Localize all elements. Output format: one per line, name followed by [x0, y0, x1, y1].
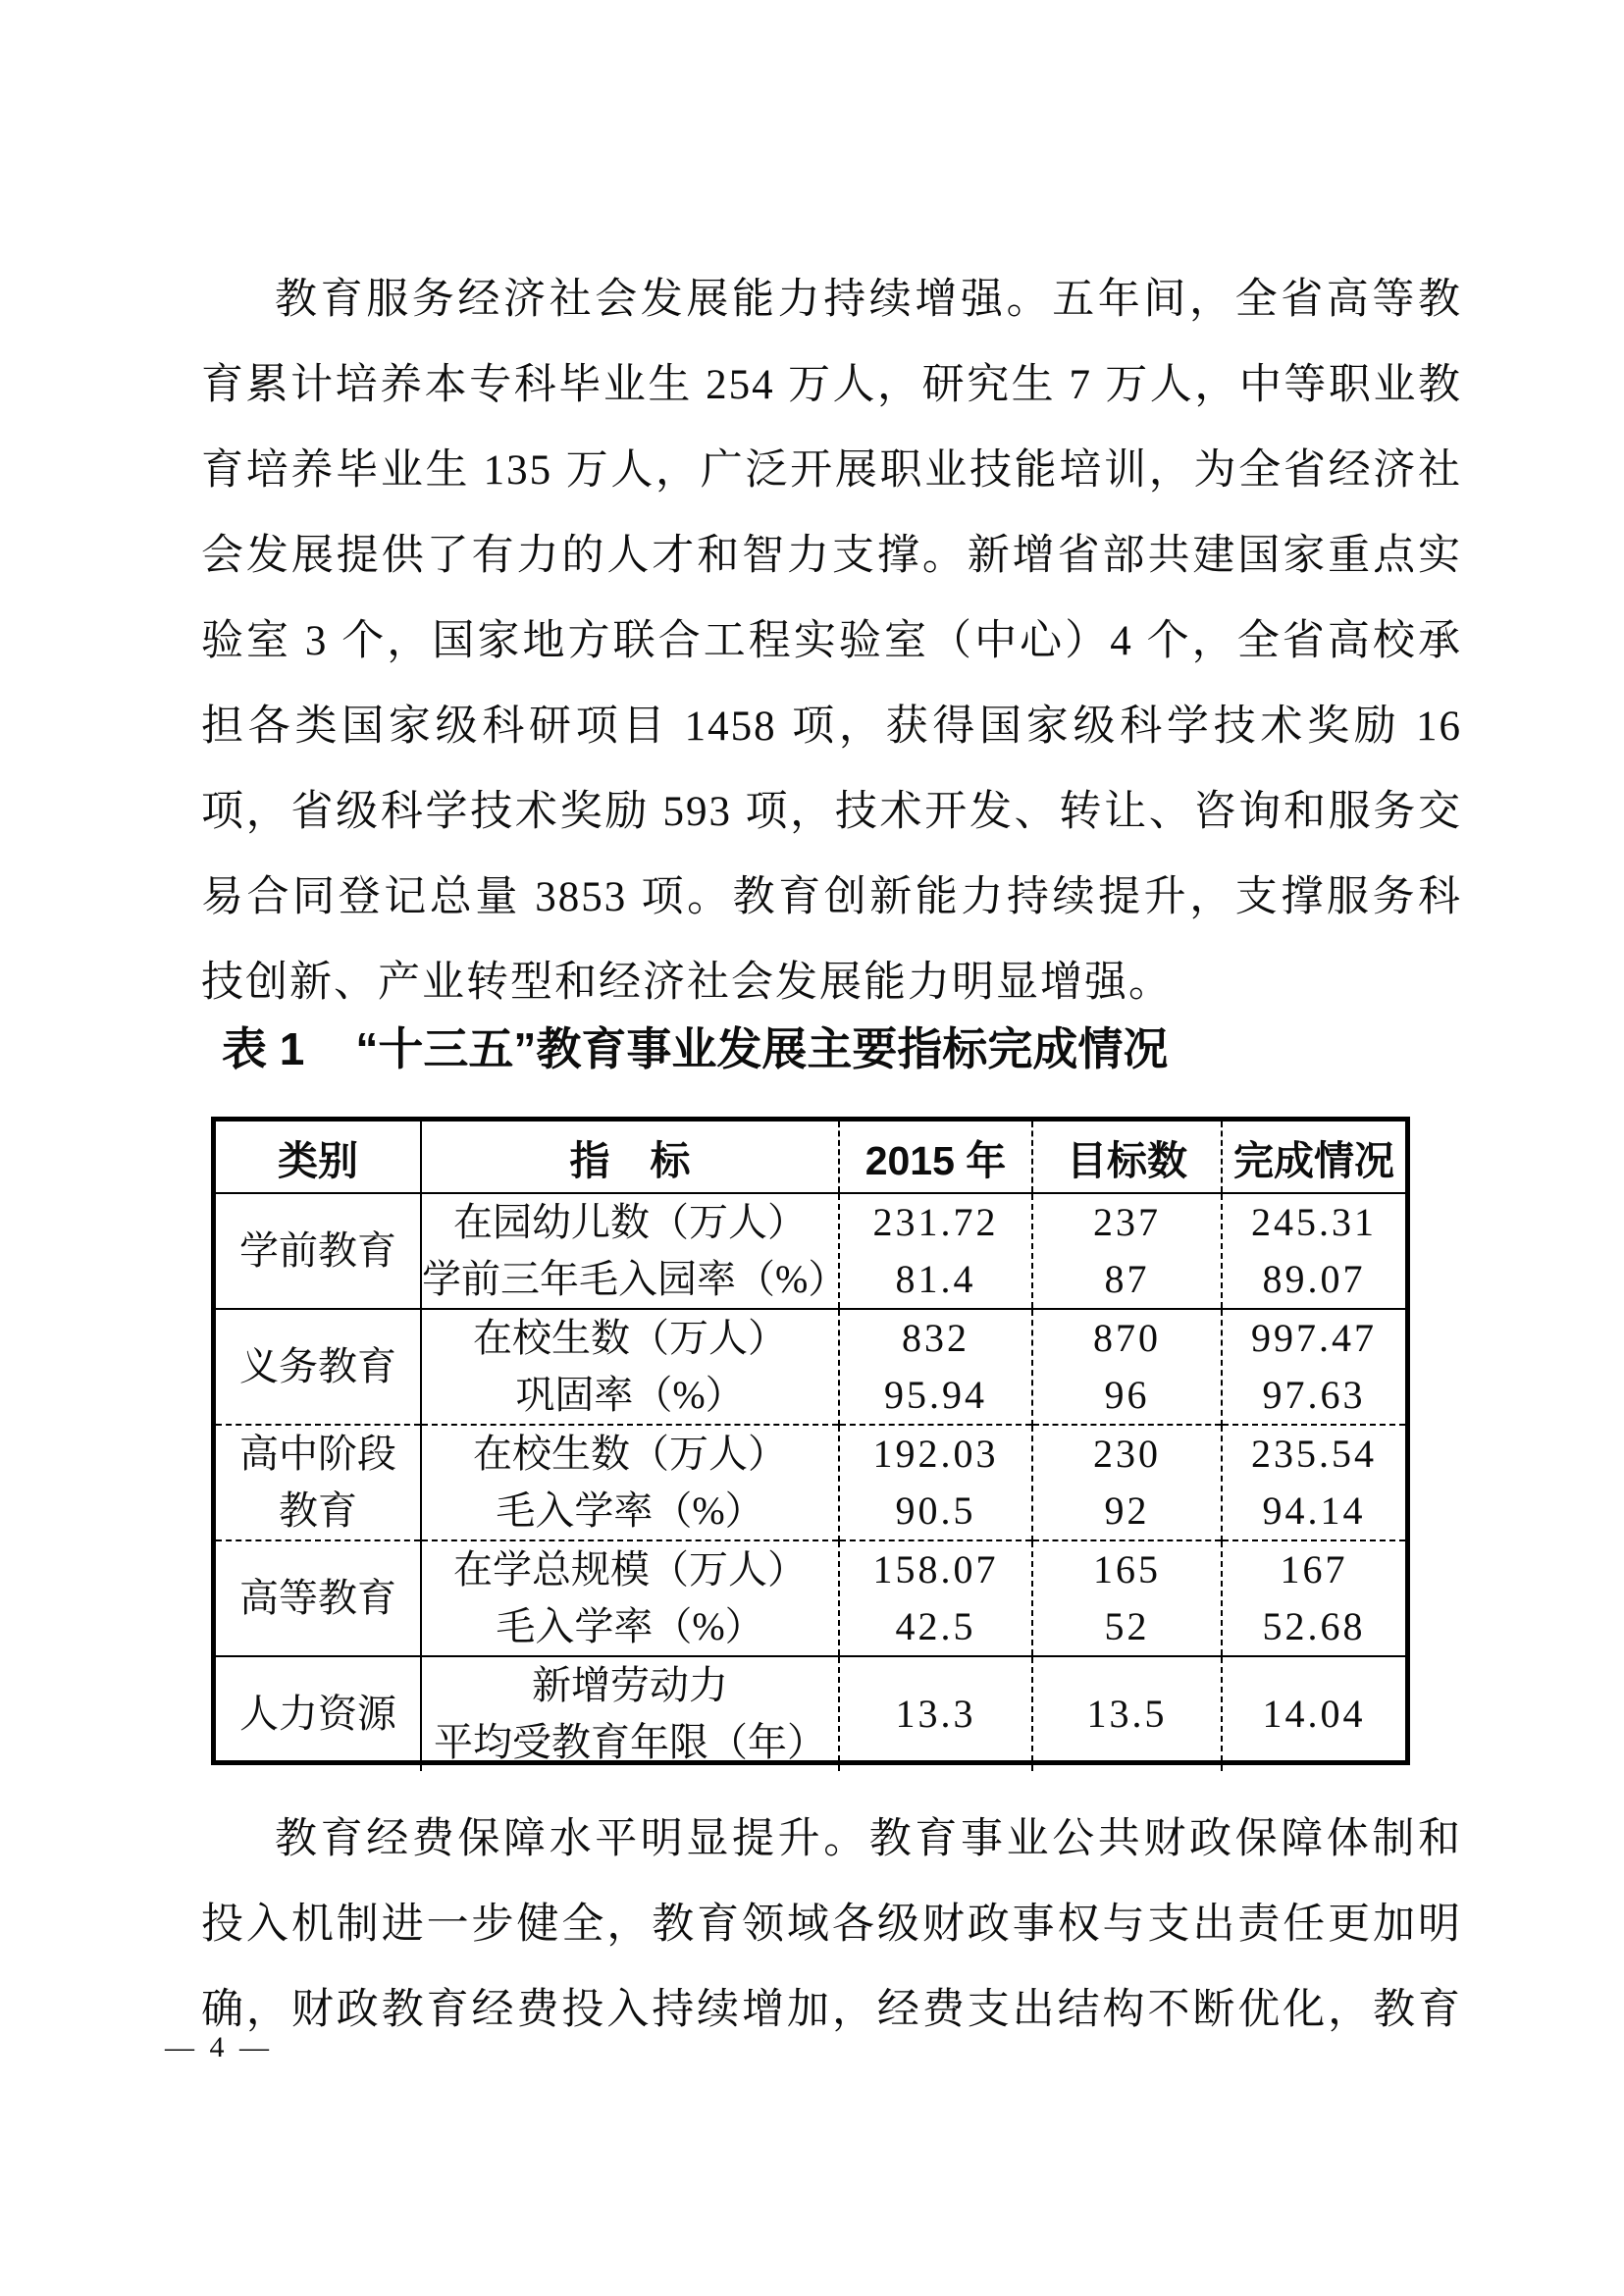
value-text: 94.14 — [1262, 1488, 1366, 1533]
body-line: 育累计培养本专科毕业生 254 万人，研究生 7 万人，中等职业教 — [201, 362, 1462, 408]
value-text: 13.3 — [895, 1692, 976, 1736]
category-text: 高中阶段 — [239, 1432, 396, 1476]
header-target: 目标数 — [1032, 1122, 1222, 1193]
target-cell — [1032, 1425, 1222, 1540]
value-text: 165 — [1093, 1547, 1161, 1592]
indicator-cell — [421, 1656, 839, 1771]
completion-cell — [1222, 1193, 1405, 1309]
indicator-text: 在学总规模（万人） — [453, 1547, 807, 1592]
value-2015-cell — [839, 1540, 1032, 1656]
value-2015-cell — [839, 1309, 1032, 1425]
value-text: 42.5 — [895, 1604, 976, 1648]
value-text: 52 — [1104, 1604, 1150, 1648]
indicator-cell — [421, 1540, 839, 1656]
value-text: 997.47 — [1251, 1316, 1377, 1360]
category-text: 学前教育 — [239, 1228, 396, 1273]
body-line: 验室 3 个，国家地方联合工程实验室（中心）4 个，全省高校承 — [201, 618, 1462, 664]
value-text: 13.5 — [1086, 1692, 1168, 1736]
value-text: 14.04 — [1262, 1692, 1366, 1736]
indicator-text: 学前三年毛入园率（%） — [422, 1257, 848, 1301]
value-2015-cell — [839, 1193, 1032, 1309]
target-cell — [1032, 1656, 1222, 1771]
indicator-text: 平均受教育年限（年） — [434, 1720, 826, 1764]
category-text: 高等教育 — [239, 1576, 396, 1620]
body-line: 育培养毕业生 135 万人，广泛开展职业技能培训，为全省经济社 — [201, 447, 1462, 494]
indicator-cell — [421, 1425, 839, 1540]
category-cell — [216, 1309, 421, 1425]
completion-cell — [1222, 1425, 1405, 1540]
table-caption-number: 表 1 — [222, 1023, 305, 1074]
target-cell — [1032, 1309, 1222, 1425]
value-text: 87 — [1104, 1257, 1150, 1301]
category-text: 人力资源 — [239, 1692, 396, 1736]
category-cell — [216, 1656, 421, 1771]
indicator-cell — [421, 1193, 848, 1309]
indicator-text: 在校生数（万人） — [473, 1316, 787, 1360]
body-line: 易合同登记总量 3853 项。教育创新能力持续提升，支撑服务科 — [201, 874, 1462, 920]
value-text: 237 — [1093, 1200, 1161, 1244]
value-text: 97.63 — [1262, 1373, 1366, 1417]
target-cell — [1032, 1540, 1222, 1656]
value-text: 167 — [1280, 1547, 1348, 1592]
value-2015-cell — [839, 1656, 1032, 1771]
category-cell — [216, 1193, 421, 1309]
value-text: 192.03 — [872, 1432, 999, 1476]
page-number: — 4 — — [165, 2031, 273, 2063]
value-text: 81.4 — [895, 1257, 976, 1301]
body-line: 教育服务经济社会发展能力持续增强。五年间，全省高等教 — [275, 277, 1462, 323]
value-text: 92 — [1104, 1488, 1150, 1533]
value-text: 158.07 — [872, 1547, 999, 1592]
value-text: 230 — [1093, 1432, 1161, 1476]
value-text: 95.94 — [884, 1373, 987, 1417]
indicator-cell — [421, 1309, 839, 1425]
value-text: 832 — [902, 1316, 969, 1360]
category-text: 义务教育 — [239, 1344, 396, 1388]
value-text: 231.72 — [872, 1200, 999, 1244]
header-completion: 完成情况 — [1233, 1137, 1394, 1183]
value-text: 235.54 — [1251, 1432, 1377, 1476]
category-cell — [216, 1425, 421, 1540]
target-cell — [1032, 1193, 1222, 1309]
completion-cell — [1222, 1656, 1405, 1771]
value-text: 89.07 — [1262, 1257, 1366, 1301]
header-indicator: 指 标 — [421, 1122, 839, 1193]
indicators-table — [211, 1117, 1410, 1765]
value-text: 96 — [1104, 1373, 1150, 1417]
body-line: 确，财政教育经费投入持续增加，经费支出结构不断优化，教育 — [201, 1987, 1462, 2033]
paragraph-1 — [201, 257, 1462, 1025]
value-text: 90.5 — [895, 1488, 976, 1533]
table-row — [216, 1656, 1405, 1771]
indicator-text: 巩固率（%） — [515, 1373, 745, 1417]
body-line: 项，省级科学技术奖励 593 项，技术开发、转让、咨询和服务交 — [201, 789, 1462, 835]
value-text: 245.31 — [1251, 1200, 1377, 1244]
paragraph-2 — [201, 1797, 1462, 2053]
body-line: 教育经费保障水平明显提升。教育事业公共财政保障体制和 — [275, 1816, 1462, 1862]
header-category: 类别 — [216, 1122, 421, 1193]
category-text: 教育 — [279, 1488, 357, 1533]
body-line: 投入机制进一步健全，教育领域各级财政事权与支出责任更加明 — [201, 1902, 1462, 1948]
completion-cell — [1222, 1309, 1405, 1425]
table-header-row — [216, 1122, 1405, 1193]
indicator-text: 新增劳动力 — [532, 1663, 728, 1707]
indicator-text: 毛入学率（%） — [496, 1604, 764, 1648]
table-caption-title: “十三五”教育事业发展主要指标完成情况 — [355, 1023, 1169, 1074]
table-caption — [222, 1005, 1168, 1093]
table-row — [216, 1540, 1405, 1656]
value-2015-cell — [839, 1425, 1032, 1540]
table-row — [216, 1193, 1405, 1309]
body-line: 技创新、产业转型和经济社会发展能力明显增强。 — [201, 960, 1173, 1006]
table-row — [216, 1309, 1405, 1425]
table-row — [216, 1425, 1405, 1540]
indicator-text: 在校生数（万人） — [473, 1432, 787, 1476]
category-cell — [216, 1540, 421, 1656]
header-2015: 2015 年 — [839, 1122, 1032, 1193]
completion-cell — [1222, 1540, 1405, 1656]
body-line: 担各类国家级科研项目 1458 项，获得国家级科学技术奖励 16 — [201, 704, 1462, 750]
value-text: 52.68 — [1262, 1604, 1366, 1648]
indicator-text: 在园幼儿数（万人） — [453, 1200, 807, 1244]
body-line: 会发展提供了有力的人才和智力支撑。新增省部共建国家重点实 — [201, 533, 1462, 579]
indicator-text: 毛入学率（%） — [496, 1488, 764, 1533]
value-text: 870 — [1093, 1316, 1161, 1360]
